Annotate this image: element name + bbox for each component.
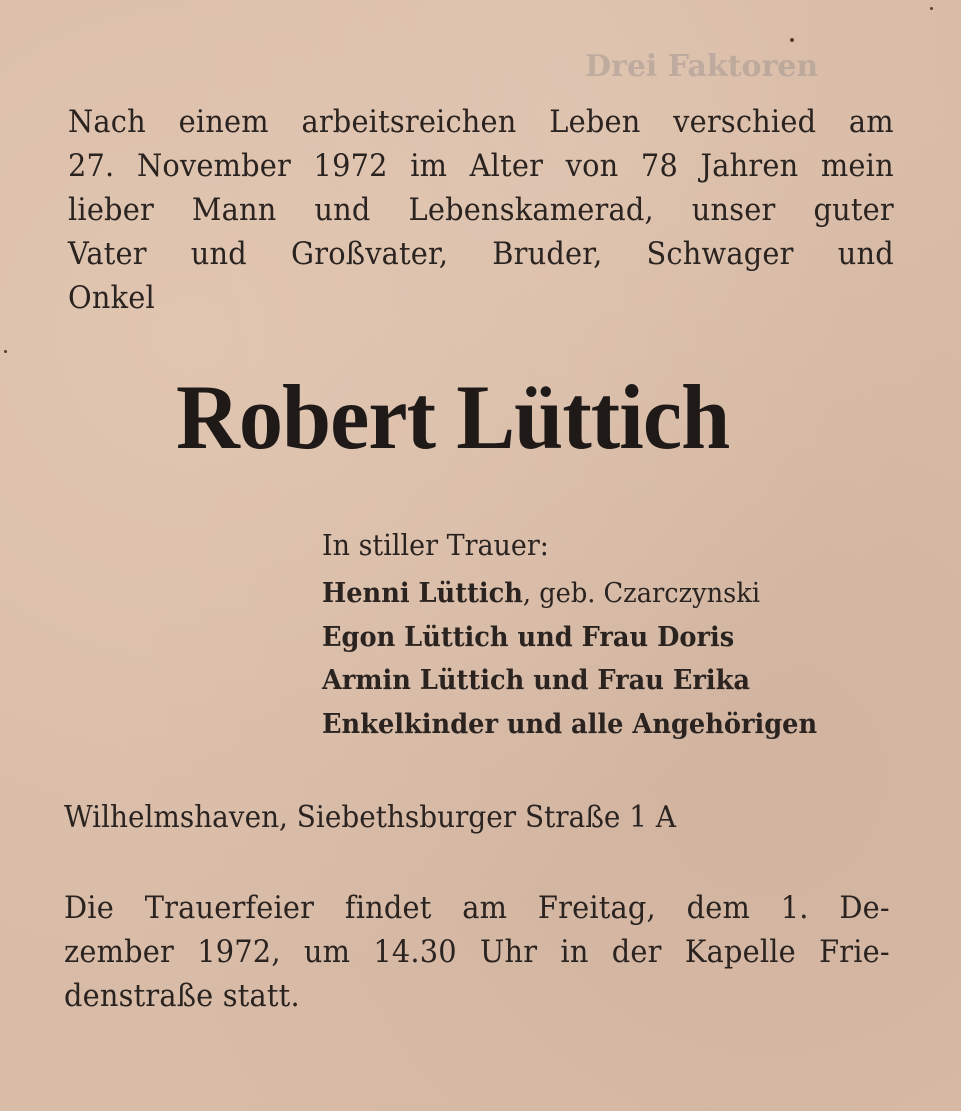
- deceased-name: Robert Lüttich: [176, 366, 730, 468]
- paper-speck: [930, 7, 933, 10]
- mourners-list: [322, 572, 843, 746]
- mourners-label: In stiller Trauer:: [322, 528, 549, 562]
- funeral-paragraph: [64, 886, 890, 1018]
- mourner-note: , geb. Czarczynski: [522, 578, 761, 609]
- intro-line: Nach einem arbeitsreichen Leben verschied am: [68, 104, 894, 140]
- intro-line: lieber Mann und Lebenskamerad, unser guter: [68, 192, 894, 228]
- intro-line: Onkel: [68, 280, 155, 316]
- paper-speck: [790, 38, 794, 42]
- mourner-entry: [322, 659, 817, 703]
- mourner-entry: [322, 616, 817, 660]
- funeral-line: denstraße statt.: [64, 978, 300, 1014]
- intro-line: Vater und Großvater, Bruder, Schwager und: [68, 236, 894, 272]
- bleed-through-heading: Drei Faktoren: [585, 49, 819, 84]
- intro-paragraph: [68, 100, 894, 320]
- funeral-line: Die Trauerfeier findet am Freitag, dem 1. De-: [64, 890, 890, 926]
- paper-speck: [4, 350, 7, 353]
- mourner-name: Armin Lüttich und Frau Erika: [322, 665, 751, 696]
- mourner-name: Enkelkinder und alle Angehörigen: [322, 708, 818, 740]
- mourner-name: Egon Lüttich und Frau Doris: [322, 621, 735, 653]
- mourner-entry: [322, 572, 817, 616]
- mourner-name: Henni Lüttich: [322, 578, 523, 609]
- funeral-line: zember 1972, um 14.30 Uhr in der Kapelle Frie-: [64, 934, 890, 970]
- address: Wilhelmshaven, Siebethsburger Straße 1 A: [64, 800, 677, 835]
- mourner-entry: [322, 703, 817, 747]
- mourners-block: [322, 524, 843, 746]
- intro-line: 27. November 1972 im Alter von 78 Jahren mein: [68, 148, 894, 184]
